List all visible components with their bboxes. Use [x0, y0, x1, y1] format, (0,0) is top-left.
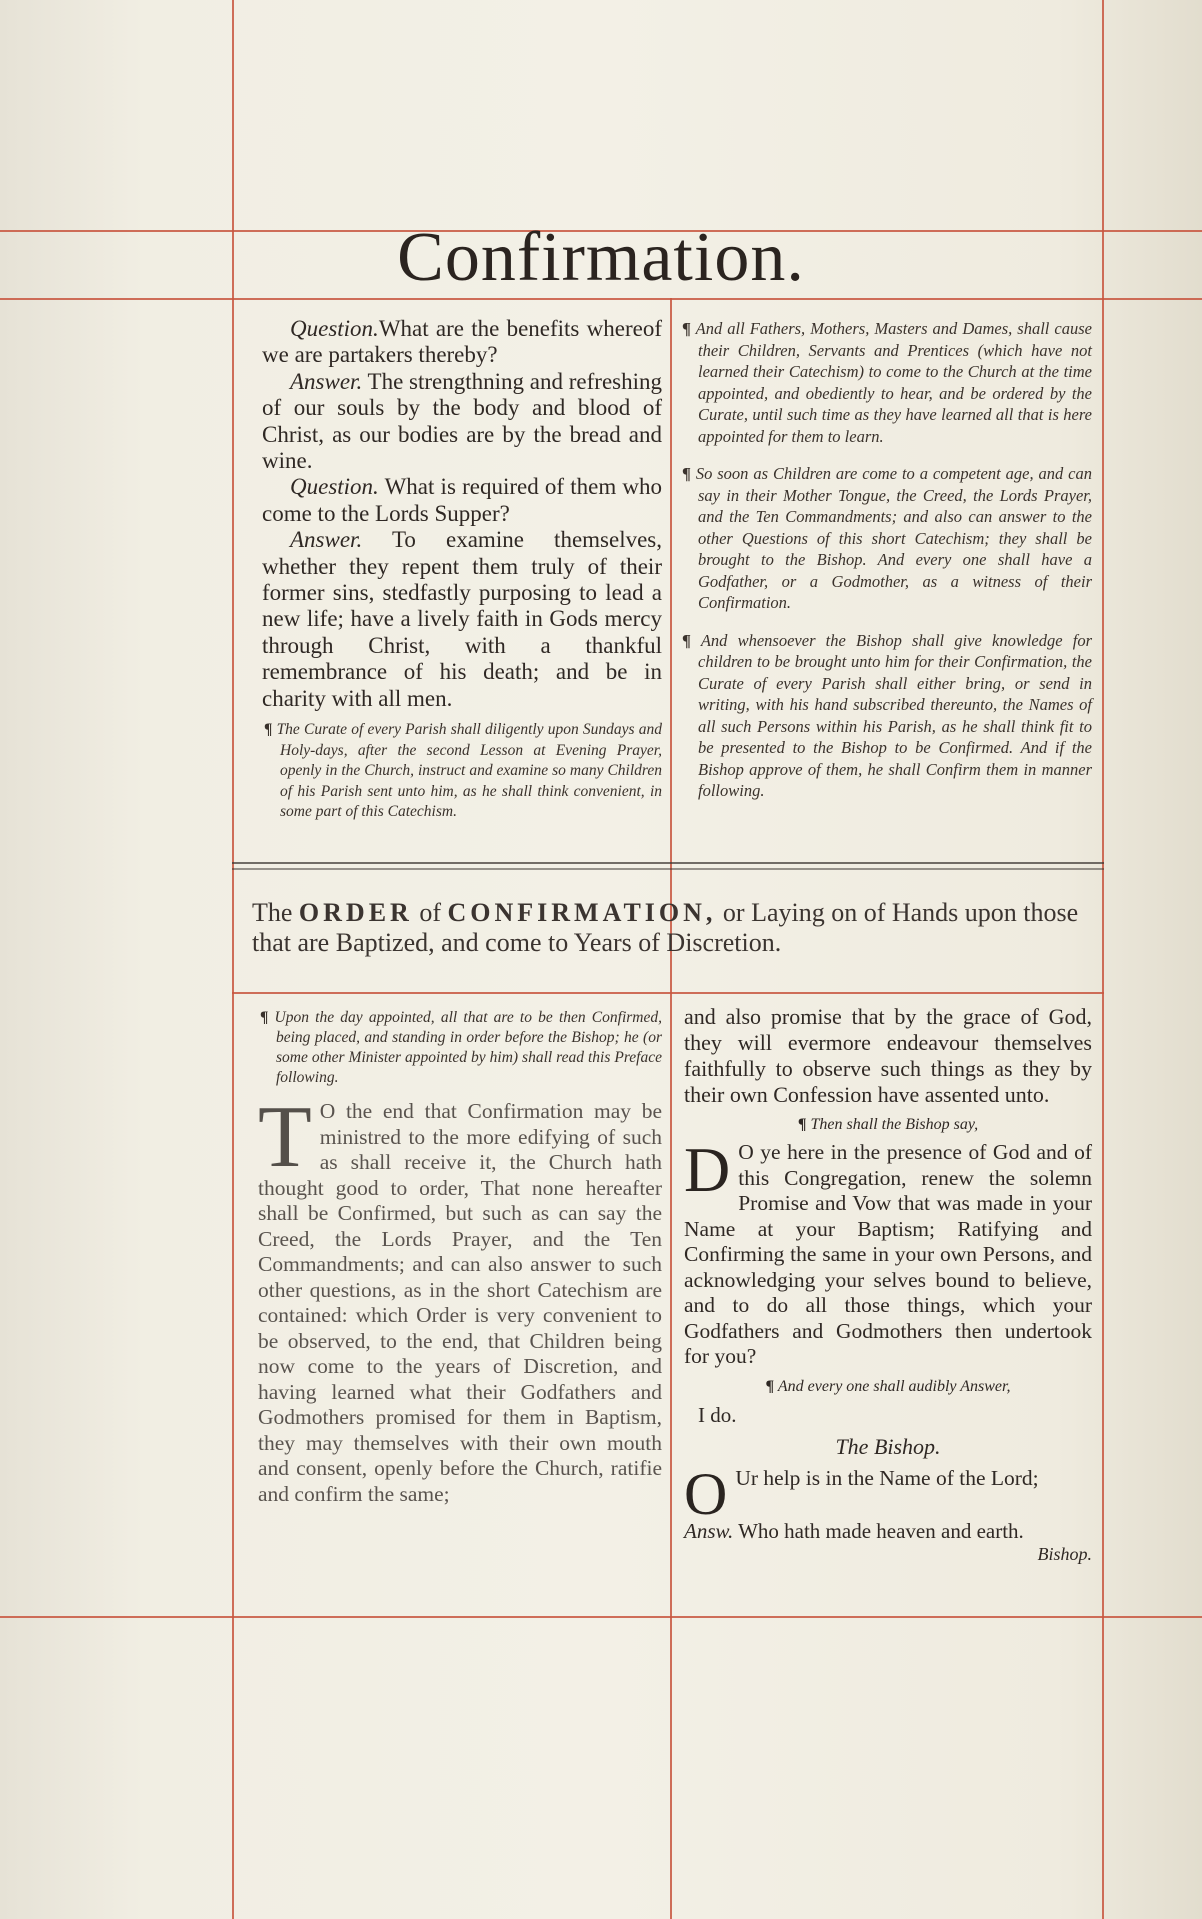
- rubric-text: Then shall the Bishop say,: [810, 1116, 979, 1133]
- top-rule-2: [0, 298, 1202, 300]
- bishop-heading: The Bishop.: [835, 1433, 941, 1459]
- answer-rubric: [684, 1378, 1092, 1396]
- rubric-text: So soon as Children are come to a competent age, and can say in their Mother Tongue, the Creed, the Lords Prayer, and the Ten Commandments; and also can answer to the other Questions of this short Catechism; they shall be brought to the Bishop. And every one shall have a Godfather, or a Godmother, as a witness of their Confirmation.: [695, 464, 1092, 612]
- versicle-text: Ur help is in the Name of the Lord;: [735, 1465, 1039, 1490]
- answer-label: Answer.: [290, 527, 363, 553]
- pilcrow-icon: ¶: [797, 1116, 807, 1133]
- question-label: Question.: [290, 316, 379, 341]
- answ-label: Answ.: [684, 1518, 734, 1543]
- preface-rubric: [258, 1008, 662, 1088]
- question-label: Question.: [290, 474, 379, 500]
- lower-left-column: [258, 1008, 662, 1507]
- question-body: O ye here in the presence of God and of this Congregation, renew the solemn Promise and Vow that was made in your Name at your Baptism; Ratifying and Confirming the same in your own Persons, and acknowledging your selves bound to believe, and to do all those things, which your Godfathers and Godmothers then undertook for you?: [684, 1140, 1092, 1368]
- preface-body: O the end that Confirmation may be ministred to the more edifying of such as shall receive it, the Church hath thought good to order, That none hereafter shall be Confirmed, but such as can say the Creed, the Lords Prayer, and the Ten Commandments; and can also answer to such other questions, as in the short Catechism are contained: which Order is very convenient to be observed, to the end, that Children being now come to the years of Discretion, and having learned what their Godfathers and Godmothers promised for them in Baptism, they may themselves with their own mouth and consent, openly before the Church, ratifie and confirm the same;: [258, 1099, 662, 1506]
- answer-2: [262, 527, 662, 712]
- order-rule: [232, 992, 1104, 994]
- margin-rule-center: [670, 298, 672, 1919]
- drop-cap-t: T: [258, 1089, 312, 1186]
- competent-age-rubric: [680, 463, 1092, 614]
- parents-rubric: [680, 318, 1092, 447]
- order-word: ORDER: [298, 898, 413, 927]
- rubric-text: Upon the day appointed, all that are to be then Confirmed, being placed, and standing in order before the Bishop; he (or some other Minister appointed by him) shall read this Preface following.: [274, 1009, 662, 1086]
- bishop-question: [684, 1134, 1092, 1370]
- pilcrow-icon: ¶: [682, 630, 691, 650]
- question-2: [262, 474, 662, 527]
- pilcrow-icon: ¶: [260, 1009, 269, 1026]
- preface-continuation: and also promise that by the grace of God, they will evermore endeavour themselves faithfully to observe such things as they by their own Confession have assented unto.: [684, 1004, 1092, 1107]
- rubric-text: And all Fathers, Mothers, Masters and Dames, shall cause their Children, Servants and Prentices (which have not learned their Catechism) to come to the Church at the time appointed, and obediently to hear, and be ordered by the Curate, until such time as they have learned all that is here appointed for them to learn.: [695, 319, 1092, 446]
- order-of: of: [419, 898, 441, 927]
- curate-rubric: [262, 720, 662, 823]
- pilcrow-icon: ¶: [765, 1377, 775, 1395]
- response-text: Who hath made heaven and earth.: [738, 1518, 1024, 1543]
- upper-right-column: [680, 318, 1092, 813]
- bishop-knowledge-rubric: [680, 630, 1092, 802]
- pilcrow-icon: ¶: [682, 464, 691, 483]
- answer-i-do: I do.: [698, 1402, 737, 1427]
- versicle: [684, 1460, 1092, 1527]
- question-text: What is required of them who come to the Lords Supper?: [262, 474, 662, 526]
- catchword: Bishop.: [1037, 1544, 1092, 1565]
- drop-cap-o: O: [684, 1460, 728, 1527]
- order-heading: [252, 898, 1102, 958]
- bishop-say-rubric: [684, 1116, 1092, 1134]
- section-rule-1: [232, 862, 1104, 864]
- page-title: Confirmation.: [397, 219, 805, 296]
- answer-label: Answer.: [290, 368, 363, 394]
- section-rule-2: [232, 868, 1104, 870]
- order-the: The: [252, 898, 293, 927]
- lower-right-column: [684, 1004, 1092, 1565]
- drop-cap-d: D: [684, 1134, 731, 1205]
- bottom-rule: [0, 1616, 1202, 1618]
- response: [684, 1518, 1092, 1544]
- answer-text: To examine themselves, whether they repent them truly of their former sins, stedfastly purposing to lead a new life; have a lively faith in Gods mercy through Christ, with a thankful remembrance of his death; and be in charity with all men.: [262, 527, 663, 711]
- pilcrow-icon: ¶: [682, 319, 691, 338]
- question-1: [262, 316, 662, 369]
- rubric-text: The Curate of every Parish shall diligently upon Sundays and Holy-days, after the second Lesson at Evening Prayer, openly in the Church, instruct and examine so many Children of his Parish sent unto him, as he shall think convenient, in some part of this Catechism.: [276, 721, 663, 821]
- question-text: What are the benefits whereof we are partakers thereby?: [262, 316, 662, 368]
- pilcrow-icon: ¶: [264, 721, 273, 739]
- rubric-text: And every one shall audibly Answer,: [777, 1377, 1011, 1395]
- confirmation-word: CONFIRMATION,: [447, 898, 717, 927]
- rubric-text: And whensoever the Bishop shall give knowledge for children to be brought unto him for their Confirmation, the Curate of every Parish shall either bring, or send in writing, with his hand subscribed thereunto, the Names of all such Persons within his Parish, as he shall think fit to be presented to the Bishop to be Confirmed. And if the Bishop approve of them, he shall Confirm them in manner following.: [698, 630, 1093, 800]
- upper-left-column: [262, 316, 662, 834]
- answer-text: The strengthning and refreshing of our souls by the body and blood of Christ, as our bodies are by the bread and wine.: [262, 368, 662, 474]
- answer-1: [262, 369, 662, 475]
- preface-text: [258, 1089, 662, 1507]
- order-rest: or Laying on of Hands upon those that are Baptized, and come to Years of Discretion.: [252, 898, 1079, 957]
